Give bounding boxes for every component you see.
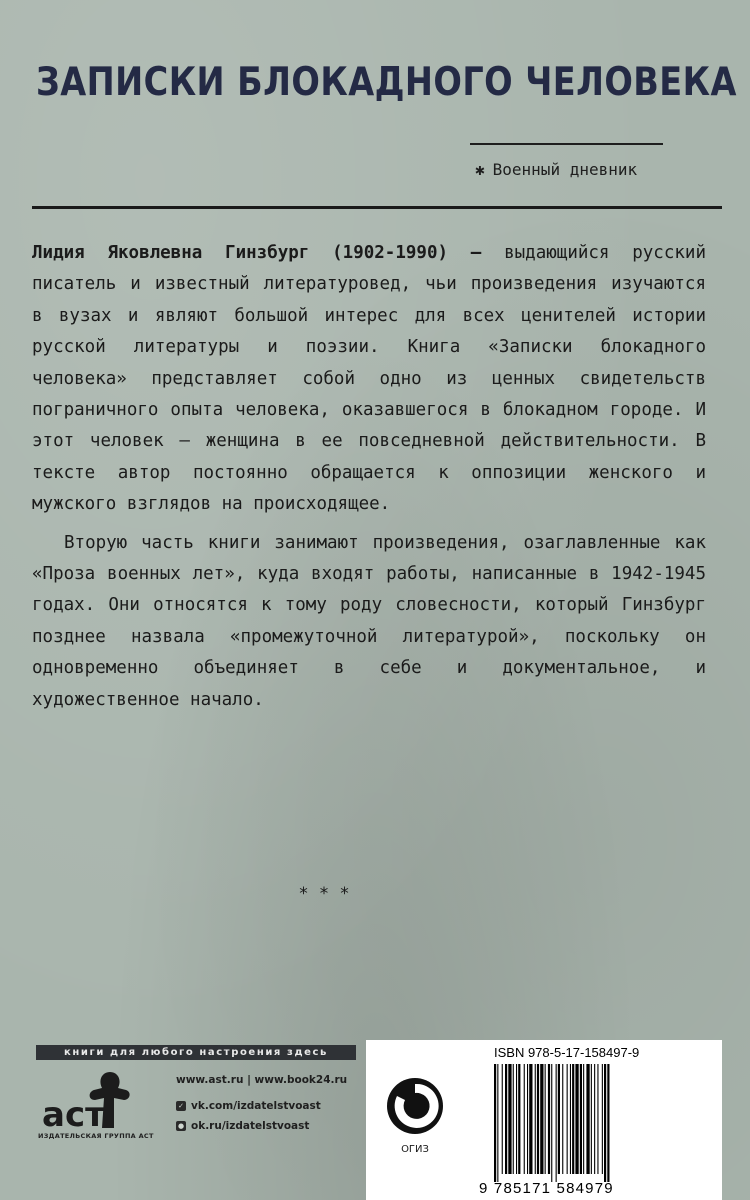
barcode-bar bbox=[516, 1064, 517, 1174]
subtitle-text: Военный дневник bbox=[492, 160, 638, 179]
barcode-bar bbox=[572, 1064, 574, 1174]
barcode-bar bbox=[505, 1064, 507, 1174]
ok-icon: ● bbox=[177, 1122, 185, 1130]
subtitle-rule bbox=[470, 143, 663, 145]
ast-logo bbox=[40, 1068, 140, 1134]
barcode-bar bbox=[497, 1064, 498, 1182]
barcode-bar bbox=[586, 1064, 589, 1174]
section-separator: *** bbox=[299, 884, 361, 904]
barcode-bar bbox=[570, 1064, 571, 1174]
ok-link[interactable]: ok.ru/izdatelstvoast bbox=[191, 1120, 310, 1132]
barcode-bar bbox=[494, 1064, 496, 1182]
websites-row bbox=[176, 1070, 347, 1090]
vk-row bbox=[176, 1096, 347, 1116]
vk-link[interactable]: vk.com/izdatelstvoast bbox=[191, 1100, 321, 1112]
barcode-bar bbox=[556, 1064, 557, 1182]
barcode-bar bbox=[580, 1064, 582, 1174]
barcode-bar bbox=[558, 1064, 560, 1174]
barcode-bar bbox=[597, 1064, 598, 1174]
barcode-bar bbox=[537, 1064, 539, 1174]
barcode-bar bbox=[518, 1064, 520, 1174]
barcode-bar bbox=[540, 1064, 543, 1174]
barcode-digits: 9 785171 584979 bbox=[479, 1180, 614, 1197]
ast-logo-text: аст bbox=[42, 1095, 105, 1134]
barcode-bar bbox=[607, 1064, 609, 1182]
ogiz-label: ОГИЗ bbox=[401, 1144, 429, 1155]
barcode-bar bbox=[535, 1064, 536, 1174]
barcode-bars bbox=[494, 1064, 706, 1182]
isbn-label: ISBN 978-5-17-158497-9 bbox=[494, 1045, 640, 1060]
series-subtitle bbox=[475, 160, 637, 179]
barcode-panel bbox=[366, 1040, 722, 1200]
publisher-links bbox=[176, 1070, 347, 1136]
barcode-bar bbox=[567, 1064, 568, 1174]
annotation-text bbox=[32, 238, 706, 716]
barcode-bar bbox=[602, 1064, 603, 1174]
paragraph-1-text: выдающийся русский писатель и известный литературовед, чьи произведения изучаются в вузах и являют большой интерес для всех ценителей истории русской литературы и поэзии. Книга «Записки блокадного человека» представляет собой одно из ценных свидетельств пограничного опыта человека, оказавшегося в блокадном городе. И этот человек — женщина в ее повседневной действительности. В тексте автор постоянно обращается к оппозиции женского и мужского взглядов на происходящее. bbox=[32, 243, 706, 515]
barcode-bar bbox=[594, 1064, 595, 1174]
websites-link[interactable]: www.ast.ru | www.book24.ru bbox=[176, 1074, 348, 1086]
book-title: ЗАПИСКИ БЛОКАДНОГО ЧЕЛОВЕКА bbox=[36, 60, 737, 105]
barcode-bar bbox=[548, 1064, 550, 1174]
publisher-group-name: ИЗДАТЕЛЬСКАЯ ГРУППА АСТ bbox=[38, 1132, 154, 1140]
author-lead: Лидия Яковлевна Гинзбург (1902-1990) — bbox=[32, 243, 482, 263]
ok-row bbox=[176, 1116, 347, 1136]
vk-icon: ✓ bbox=[176, 1101, 186, 1111]
barcode-bar bbox=[575, 1064, 578, 1174]
annotation-paragraph-1 bbox=[32, 238, 706, 521]
star-icon: ✱ bbox=[475, 159, 485, 179]
barcode-bar bbox=[591, 1064, 592, 1174]
annotation-paragraph-2: Вторую часть книги занимают произведения, озаглавленные как «Проза военных лет», куда входят работы, написанные в 1942-1945 годах. Они относятся к тому роду словесности, который Гинзбург позднее назвала «промежуточной литературой», поскольку он одновременно объединяет в себе и документальное, и художественное начало. bbox=[32, 532, 706, 710]
barcode-bar bbox=[508, 1064, 511, 1174]
barcode-bar bbox=[527, 1064, 528, 1174]
barcode-bar bbox=[513, 1064, 514, 1174]
barcode-bar bbox=[604, 1064, 606, 1182]
barcode-bar bbox=[502, 1064, 503, 1174]
header-divider bbox=[32, 206, 722, 209]
barcode-bar bbox=[551, 1064, 552, 1182]
barcode-bar bbox=[583, 1064, 584, 1174]
barcode-bar bbox=[529, 1064, 532, 1174]
barcode-bar bbox=[562, 1064, 563, 1174]
ogiz-logo-icon bbox=[383, 1074, 447, 1138]
publisher-slogan: книги для любого настроения здесь bbox=[36, 1045, 356, 1060]
barcode-bar bbox=[524, 1064, 525, 1174]
barcode-bar bbox=[545, 1064, 546, 1174]
